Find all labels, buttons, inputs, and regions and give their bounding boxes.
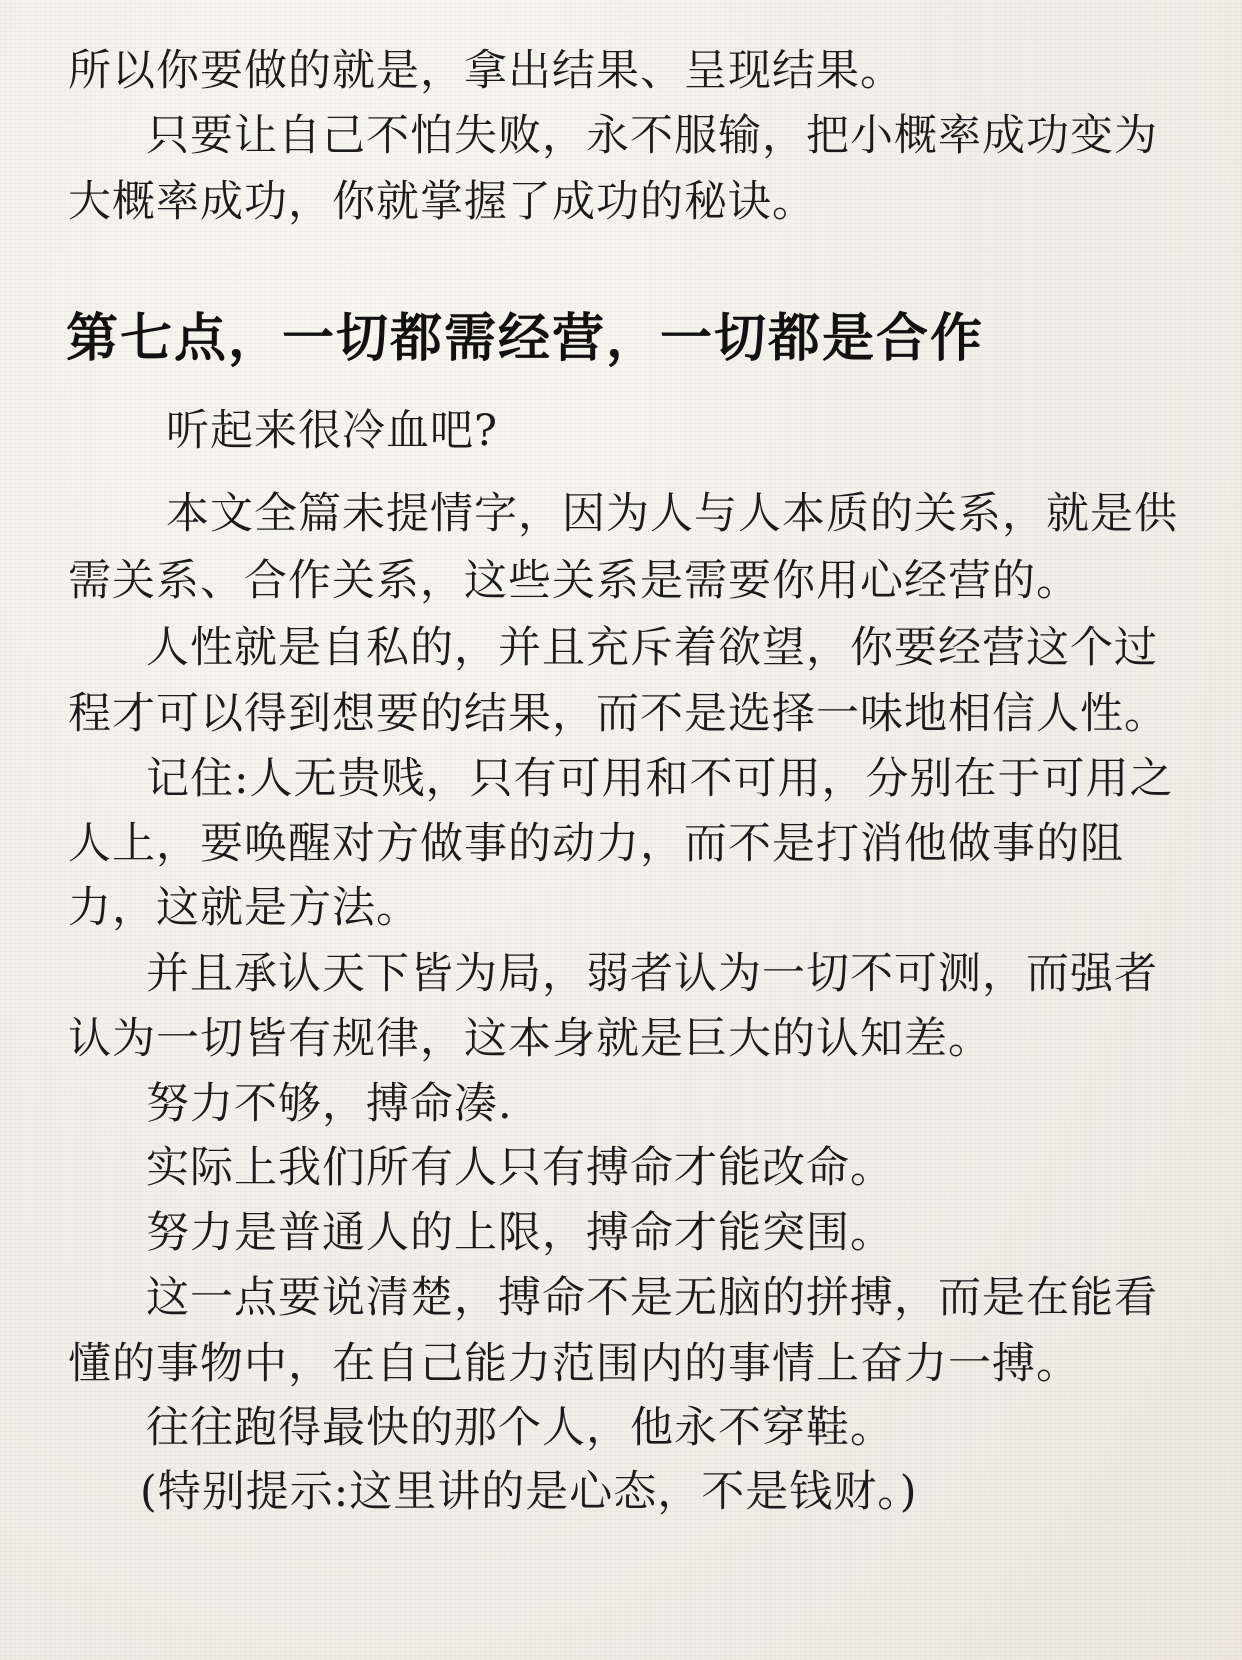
text-line: 大概率成功，你就掌握了成功的秘诀。 [68,177,816,227]
text-line: 听起来很冷血吧? [166,406,499,456]
text-line: 人上，要唤醒对方做事的动力，而不是打消他做事的阻 [68,819,1124,869]
text-line: 需关系、合作关系，这些关系是需要你用心经营的。 [68,556,1080,606]
text-line: 往往跑得最快的那个人，他永不穿鞋。 [146,1403,894,1453]
text-line: 记住:人无贵贱，只有可用和不可用，分别在于可用之 [146,754,1174,804]
text-line: 努力不够，搏命凑. [146,1079,513,1129]
text-line: 努力是普通人的上限，搏命才能突围。 [146,1208,894,1258]
text-line: 并且承认天下皆为局，弱者认为一切不可测，而强者 [146,949,1158,999]
text-line: 所以你要做的就是，拿出结果、呈现结果。 [68,46,904,96]
text-line: 懂的事物中，在自己能力范围内的事情上奋力一搏。 [68,1339,1080,1389]
text-line: 程才可以得到想要的结果，而不是选择一味地相信人性。 [68,689,1168,739]
text-line: 只要让自己不怕失败，永不服输，把小概率成功变为 [146,111,1158,161]
text-line: 本文全篇未提情字，因为人与人本质的关系，就是供 [166,489,1178,539]
text-line: 力，这就是方法。 [68,883,420,933]
section-heading: 第七点，一切都需经营，一切都是合作 [66,309,985,369]
text-line: 人性就是自私的，并且充斥着欲望，你要经营这个过 [146,623,1158,673]
text-line: (特别提示:这里讲的是心态，不是钱财。) [140,1467,918,1517]
text-line: 实际上我们所有人只有搏命才能改命。 [146,1143,894,1193]
text-line: 这一点要说清楚，搏命不是无脑的拼搏，而是在能看 [146,1273,1158,1323]
text-line: 认为一切皆有规律，这本身就是巨大的认知差。 [68,1014,992,1064]
